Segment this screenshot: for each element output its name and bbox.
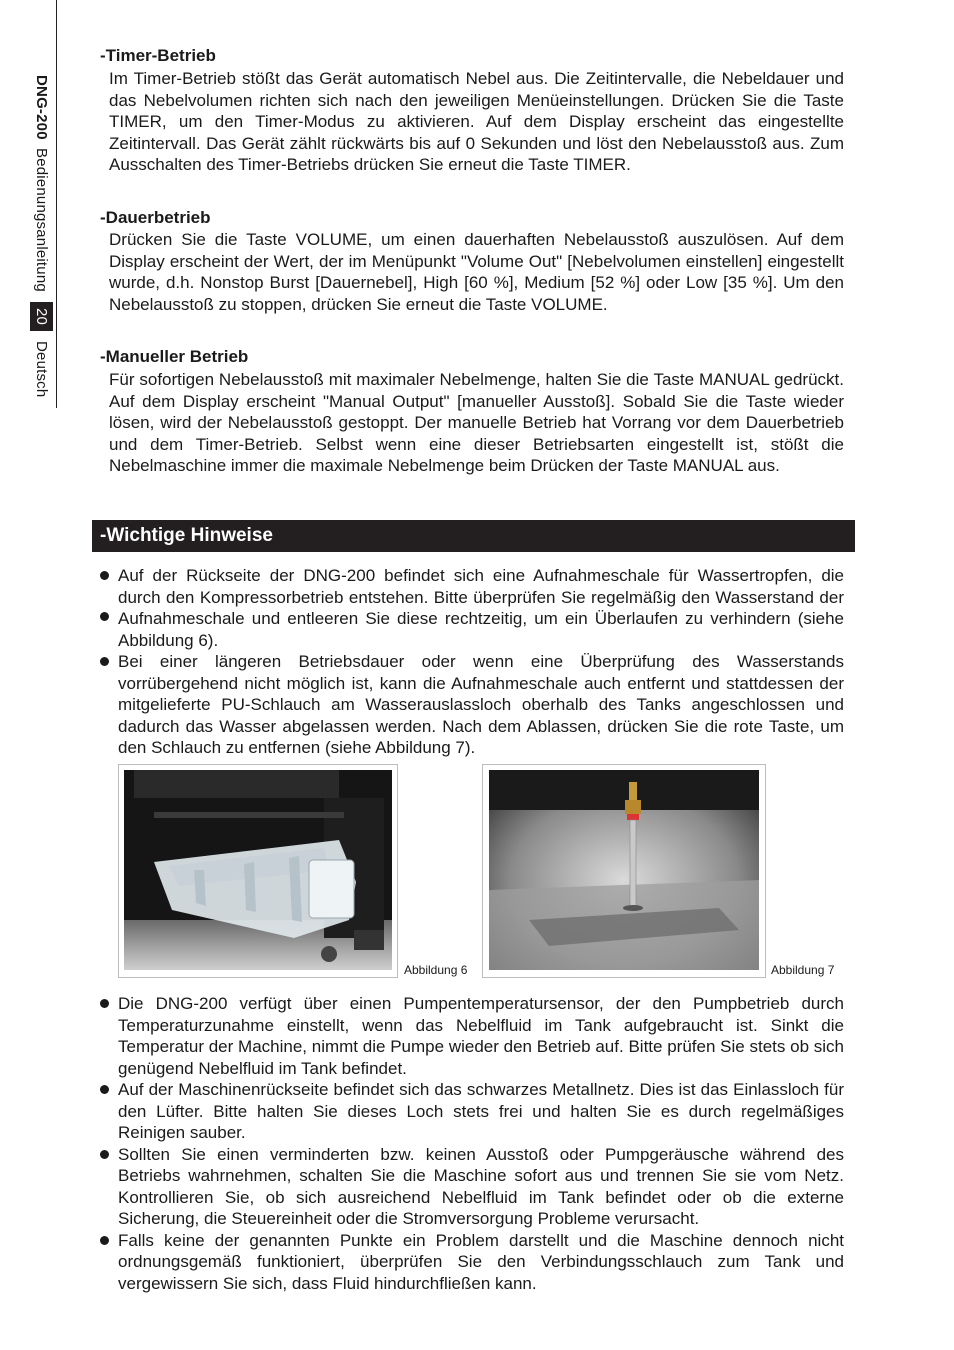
bullet-icon xyxy=(100,571,109,580)
list-item: Falls keine der genannten Punkte ein Problem darstellt und die Maschine dennoch nicht ordnungsgemäß funktioniert, überprüfen Sie den Verbindungsschlauch zum Tank und vergewissern Sie sich, dass Fluid hindurchfließen kann. xyxy=(100,1230,844,1295)
notes-heading: -Wichtige Hinweise xyxy=(92,520,855,552)
timer-heading: -Timer-Betrieb xyxy=(100,46,216,65)
page-number: 20 xyxy=(30,302,53,331)
list-item: Auf der Rückseite der DNG-200 befindet sich eine Aufnahmeschale für Wassertropfen, die durch den Kompressorbetrieb entstehen. Bitte überprüfen Sie regelmäßig den Wasserstand der Aufnahmeschale und entleeren Sie diese rechtzeitig, um ein Überlaufen zu verhindern (siehe Abbildung 6). xyxy=(100,565,844,651)
drain-hose-image xyxy=(489,770,759,970)
bullet-icon xyxy=(100,1150,109,1159)
figure-6-caption: Abbildung 6 xyxy=(404,963,468,977)
timer-body: Im Timer-Betrieb stößt das Gerät automatisch Nebel aus. Die Zeitintervalle, die Nebeldauer und das Nebelvolumen richten sich nach den jeweiligen Menüeinstellungen. Drücken Sie die Taste TIMER, um den Timer-Modus zu aktivieren. Auf dem Display erscheint das eingestellte Zeitintervall. Das Gerät zählt rückwärts bis auf 0 Sekunden und löst den Nebelausstoß aus. Zum Ausschalten des Timer-Betriebs drücken Sie erneut die Taste TIMER. xyxy=(109,69,844,174)
manual-label: Bedienungsanleitung xyxy=(33,147,50,292)
list-item: Sollten Sie einen verminderten bzw. keinen Ausstoß oder Pumpgeräusche während des Betriebs wahrnehmen, schalten Sie die Maschine sofort aus und trennen Sie sie vom Netz. Kontrollieren Sie, ob sich ausreichend Nebelfluid im Tank befindet oder ob die externe Sicherung, die Steuereinheit oder die Stromversorgung Probleme verursacht. xyxy=(100,1144,844,1230)
language-label: Deutsch xyxy=(33,340,50,398)
bullet-icon xyxy=(100,612,109,621)
manuell-heading: -Manueller Betrieb xyxy=(100,347,249,366)
manuell-body: Für sofortigen Nebelausstoß mit maximaler Nebelmenge, halten Sie die Taste MANUAL gedrückt. Auf dem Display erscheint "Manual Output" [manueller Ausstoß]. Sobald Sie die Taste wieder lösen, wird der Nebelausstoß gestoppt. Der manuelle Betrieb hat Vorrang vor dem Dauerbetrieb und dem Timer-Betrieb. Selbst wenn eine dieser Betriebsarten eingestellt ist, stößt die Nebelmaschine immer die maximale Nebelmenge beim Drücken der Taste MANUAL aus. xyxy=(109,370,844,475)
bullet-icon xyxy=(100,999,109,1008)
list-item: Bei einer längeren Betriebsdauer oder wenn eine Überprüfung des Wasserstands vorrübergehend nicht möglich ist, kann die Aufnahmeschale auch entfernt und stattdessen der mitgelieferte PU-Schlauch am Wasserauslassloch oberhalb des Tanks angeschlossen und dadurch das Wasser abgelassen werden. Nach dem Ablassen, drücken Sie die rote Taste, um den Schlauch zu entfernen (siehe Abbildung 7). xyxy=(100,651,844,759)
notes-list-bottom xyxy=(100,993,844,1294)
model-name: DNG-200 xyxy=(33,75,50,140)
bullet-icon xyxy=(100,657,109,666)
bullet-icon xyxy=(100,1236,109,1245)
figure-7-caption: Abbildung 7 xyxy=(771,963,835,977)
dauer-heading: -Dauerbetrieb xyxy=(100,208,211,227)
notes-list-top xyxy=(100,565,844,759)
list-item: Auf der Maschinenrückseite befindet sich das schwarzes Metallnetz. Dies ist das Einlassloch für den Lüfter. Bitte halten Sie dieses Loch stets frei und halten Sie es durch regelmäßiges Reinigen sauber. xyxy=(100,1079,844,1144)
figure-6-photo xyxy=(124,770,392,970)
drip-tray-image xyxy=(124,770,392,970)
side-tab xyxy=(30,75,53,397)
list-item: Die DNG-200 verfügt über einen Pumpentemperatursensor, der den Pumpbetrieb durch Temperaturzunahme einstellt, wenn das Nebelfluid im Tank aufgebraucht ist. Sinkt die Temperatur der Machine, nimmt die Pumpe wieder den Betrieb auf. Bitte prüfen Sie stets ob sich genügend Nebelfluid im Tank befindet. xyxy=(100,993,844,1079)
dauer-body: Drücken Sie die Taste VOLUME, um einen dauerhaften Nebelausstoß auszulösen. Auf dem Display erscheint der Wert, der im Menüpunkt "Volume Out" [Nebelvolumen einstellen] eingestellt wurde, d.h. Nonstop Burst [Dauernebel], High [60 %], Medium [52 %] oder Low [35 %]. Um den Nebelausstoß zu stoppen, drücken Sie erneut die Taste VOLUME. xyxy=(109,230,844,314)
bullet-icon xyxy=(100,1085,109,1094)
figure-7-photo xyxy=(489,770,759,970)
side-divider xyxy=(56,0,57,408)
